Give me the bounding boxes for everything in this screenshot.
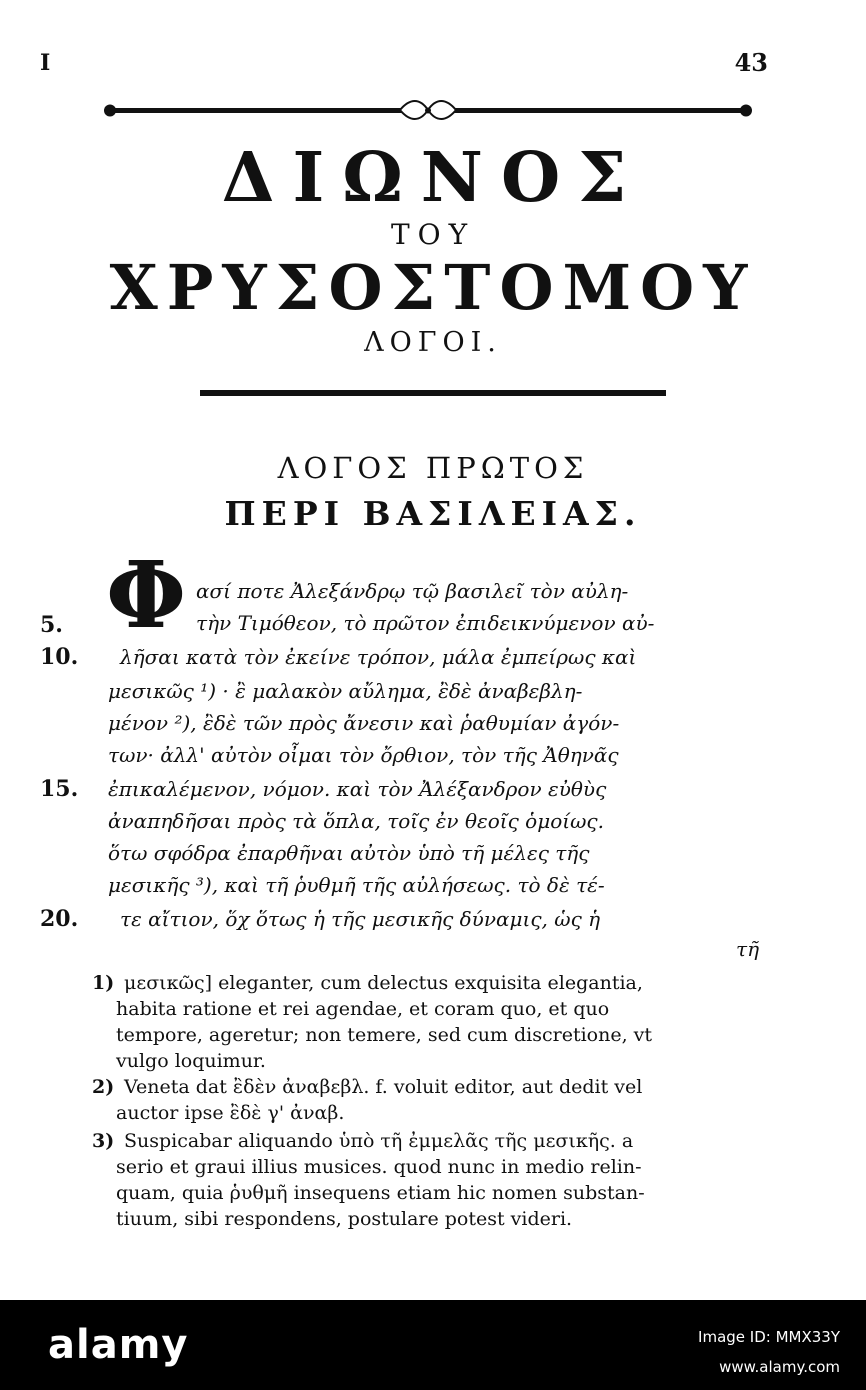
footnote-number: 1)	[92, 972, 115, 994]
line-number: 5.	[40, 612, 63, 638]
drop-cap: Φ	[106, 541, 187, 649]
footnote-line: vulgo loquimur.	[116, 1050, 266, 1072]
footnote-line: tempore, ageretur; non temere, sed cum discretione, vt	[116, 1024, 653, 1046]
title-line-2: ΤΟΥ	[390, 218, 476, 251]
section-subheading: ΠΕΡΙ ΒΑΣΙΛΕΙΑΣ.	[224, 494, 642, 533]
watermark-banner	[0, 1300, 866, 1390]
body-line: ὅτω σφόδρα ἐπαρθῆναι αὐτὸν ὑπὸ τῆ μέλες τῆς	[108, 841, 590, 865]
body-line: μεσικῆς ³), καὶ τῆ ῥυθμῆ τῆς αὐλήσεως. τὸ δὲ τέ-	[108, 873, 605, 897]
title-line-1: ΔΙΩΝΟΣ	[221, 138, 645, 218]
line-number: 20.	[40, 906, 79, 932]
body-line: ἀναπηδῆσαι πρὸς τὰ ὅπλα, τοῖς ἐν θεοῖς ὁμοίως.	[108, 809, 604, 833]
image-id: Image ID: MMX33Y	[698, 1328, 840, 1346]
brand-logo: alamy	[48, 1322, 189, 1368]
signature-mark: I	[40, 50, 51, 76]
body-line: τὴν Τιμόθεον, τὸ πρῶτον ἐπιδεικνύμενον αὐ-	[196, 611, 655, 635]
body-line: λῆσαι κατὰ τὸν ἐκείνε τρόπον, μάλα ἐμπείρως καὶ	[120, 645, 637, 669]
footnote-line: Veneta dat ἒδὲν ἀναβεβλ. f. voluit editor, aut dedit vel	[124, 1076, 643, 1098]
body-line: τε αἴτιον, ὅχ ὅτως ἡ τῆς μεσικῆς δύναμις, ὡς ἡ	[120, 907, 601, 931]
footnote-line: habita ratione et rei agendae, et coram quo, et quo	[116, 998, 610, 1020]
footnote-line: Suspicabar aliquando ὑπὸ τῆ ἐμμελᾶς τῆς μεσικῆς. a	[124, 1130, 634, 1152]
watermark-meta	[698, 1322, 840, 1382]
footnote-line: auctor ipse ἒδὲ γ' ἀναβ.	[116, 1102, 345, 1124]
footnote-line: μεσικῶς] eleganter, cum delectus exquisita elegantia,	[124, 972, 643, 994]
body-line: των· ἀλλ' αὐτὸν οἶμαι τὸν ὄρθιον, τὸν τῆς Ἀθηνᾶς	[108, 743, 619, 767]
ornamental-rule	[100, 96, 756, 126]
catchword: τῆ	[736, 937, 760, 961]
body-line: ἐπικαλέμενον, νόμον. καὶ τὸν Ἀλέξανδρον εὐθὺς	[108, 777, 607, 801]
footnote-number: 2)	[92, 1076, 115, 1098]
title-line-3: ΧΡΥΣΟΣΤΟΜΟΥ	[109, 251, 757, 324]
title-line-4: ΛΟΓΟΙ.	[364, 327, 502, 358]
page-number: 43	[734, 48, 768, 77]
title-rule	[200, 390, 666, 396]
body-line: ασί ποτε Ἀλεξάνδρῳ τῷ βασιλεῖ τὸν αὐλη-	[196, 579, 629, 603]
body-line: μεσικῶς ¹) · ἒ μαλακὸν αὔλημα, ἒδὲ ἀναβεβλη-	[108, 679, 583, 703]
watermark-url: www.alamy.com	[719, 1358, 840, 1376]
footnote-number: 3)	[92, 1130, 115, 1152]
footnote-line: tiuum, sibi respondens, postulare potest videri.	[116, 1208, 573, 1230]
footnote-line: serio et graui illius musices. quod nunc in medio relin-	[116, 1156, 642, 1178]
line-number: 10.	[40, 644, 79, 670]
body-line: μένον ²), ἒδὲ τῶν πρὸς ἄνεσιν καὶ ῥαθυμίαν ἀγόν-	[108, 711, 620, 735]
footnote-line: quam, quia ῥυθμῆ insequens etiam hic nomen substan-	[116, 1182, 645, 1204]
section-heading: ΛΟΓΟΣ ΠΡΩΤΟΣ	[277, 451, 589, 485]
line-number: 15.	[40, 776, 79, 802]
